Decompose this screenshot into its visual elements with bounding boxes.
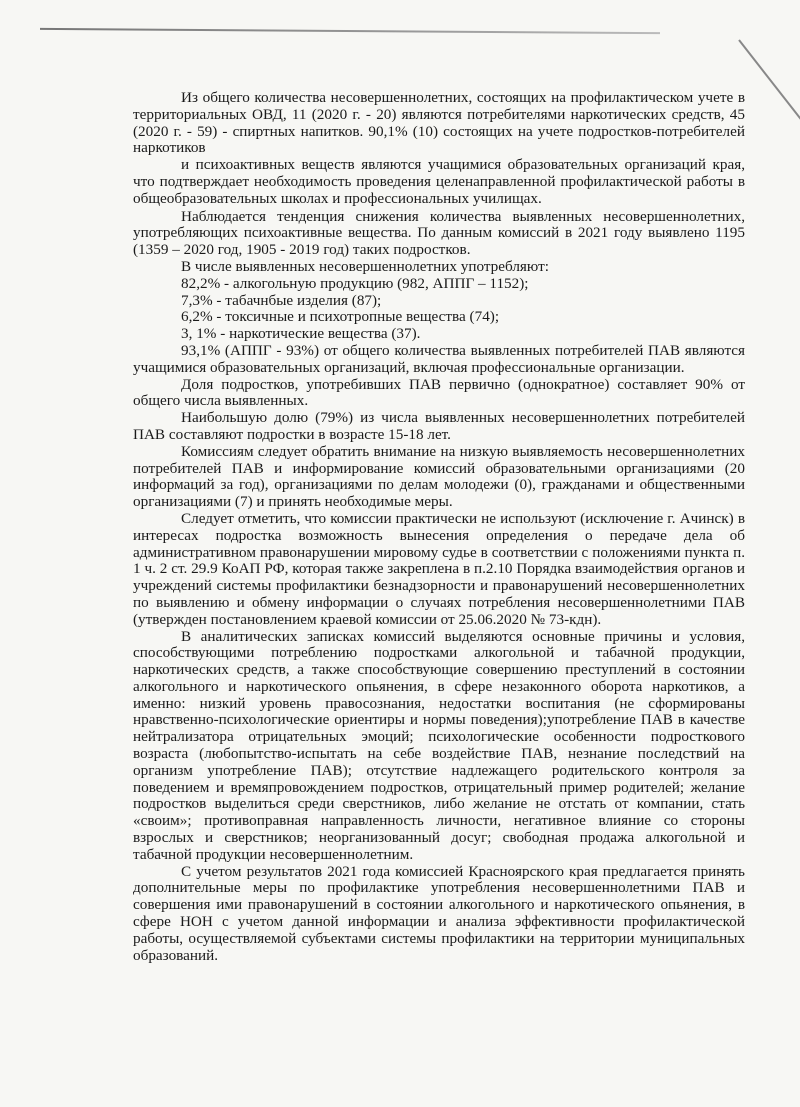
paragraph-first-use: Доля подростков, употребивших ПАВ первично (однократное) составляет 90% от общего числа выявленных. — [133, 375, 745, 410]
paragraph-age: Наибольшую долю (79%) из числа выявленных несовершеннолетних потребителей ПАВ составляют подростки в возрасте 15-18 лет. — [133, 409, 745, 443]
list-item-tobacco: 7,3% - табачнбые изделия (87); — [181, 291, 382, 309]
document-page — [133, 90, 745, 964]
paragraph-students: 93,1% (АППГ - 93%) от общего количества выявленных потребителей ПАВ являются учащимися образовательных организаций, включая профессиональные организации. — [133, 341, 745, 376]
scan-artifact-top-line — [40, 28, 660, 34]
scan-artifact-fold-line — [738, 39, 800, 166]
paragraph-causes: В аналитических записках комиссий выделяются основные причины и условия, способствующими потреблению подростками алкогольной и табачной продукции, наркотических средств, а также способствующие совершению преступлений в состоянии алкогольного и наркотического опьянения, в сфере незаконного оборота наркотиков, а именно: низкий уровень правосознания, недостатки воспитания (не сформированы нравственно-психологические ориентиры и нормы поведения);употребление ПАВ в качестве нейтрализатора отрицательных эмоций; психологические особенности подросткового возраста (любопытство-испытать на себе воздействие ПАВ, незнание последствий на организм употребление ПАВ); отсутствие надлежащего родительского контроля за поведением и времяпровождением подростков, отрицательный пример родителей; желание подростков выделиться среди сверстников, либо желание не отстать от компании, стать «своим»; противоправная направленность личности, негативное влияние со стороны взрослых и сверстников; неорганизованный досуг; свободная продажа алкогольной и табачной продукции несовершеннолетним. — [133, 627, 745, 863]
list-intro: В числе выявленных несовершеннолетних употребляют: — [181, 257, 549, 275]
paragraph-1: Из общего количества несовершеннолетних, состоящих на профилактическом учете в территориальных ОВД, 11 (2020 г. - 20) являются потребителями наркотических средств, 45 (2020 г. - 59) - спиртных напитков. 90,1% (10) состоящих на учете подростков-потребителей наркотиков — [133, 89, 745, 157]
paragraph-koap: Следует отметить, что комиссии практически не используют (исключение г. Ачинск) в интересах подростка возможность вынесения определения о передаче дела об административном правонарушении мировому судье в соответствии с положениями пункта п. 1 ч. 2 ст. 29.9 КоАП РФ, которая также закреплена в п.2.10 Порядка взаимодействия органов и учреждений системы профилактики безнадзорности и правонарушений несовершеннолетних по выявлению и обмену информации о случаях потребления несовершеннолетними ПАВ (утвержден постановлением краевой комиссии от 25.06.2020 № 73-кдн). — [133, 509, 745, 628]
list-item-narcotics: 3, 1% - наркотические вещества (37). — [181, 325, 421, 343]
list-item-toxic: 6,2% - токсичные и психотропные вещества (74); — [181, 308, 500, 326]
list-item-alcohol: 82,2% - алкогольную продукцию (982, АППГ – 1152); — [181, 274, 529, 292]
paragraph-commissions: Комиссиям следует обратить внимание на низкую выявляемость несовершеннолетних потребителей ПАВ и информирование комиссий образовательными организациями (20 информаций за год), организациями по делам молодежи (0), гражданами и общественными организациями (7) и принять необходимые меры. — [133, 442, 745, 511]
paragraph-2: и психоактивных веществ являются учащимися образовательных организаций края, что подтверждает необходимость проведения целенаправленной профилактической работы в общеобразовательных школах и профессиональных училищах. — [133, 156, 745, 207]
paragraph-measures: С учетом результатов 2021 года комиссией Красноярского края предлагается принять дополнительные меры по профилактике употребления несовершеннолетними ПАВ и совершения ими правонарушений в состоянии алкогольного и наркотического опьянения, в сфере НОН с учетом данной информации и анализа эффективности профилактической работы, осуществляемой субъектами системы профилактики на территории муниципальных образований. — [133, 862, 745, 964]
paragraph-3: Наблюдается тенденция снижения количества выявленных несовершеннолетних, употребляющих психоактивные вещества. По данным комиссий в 2021 году выявлено 1195 (1359 – 2020 год, 1905 - 2019 год) таких подростков. — [133, 207, 745, 259]
